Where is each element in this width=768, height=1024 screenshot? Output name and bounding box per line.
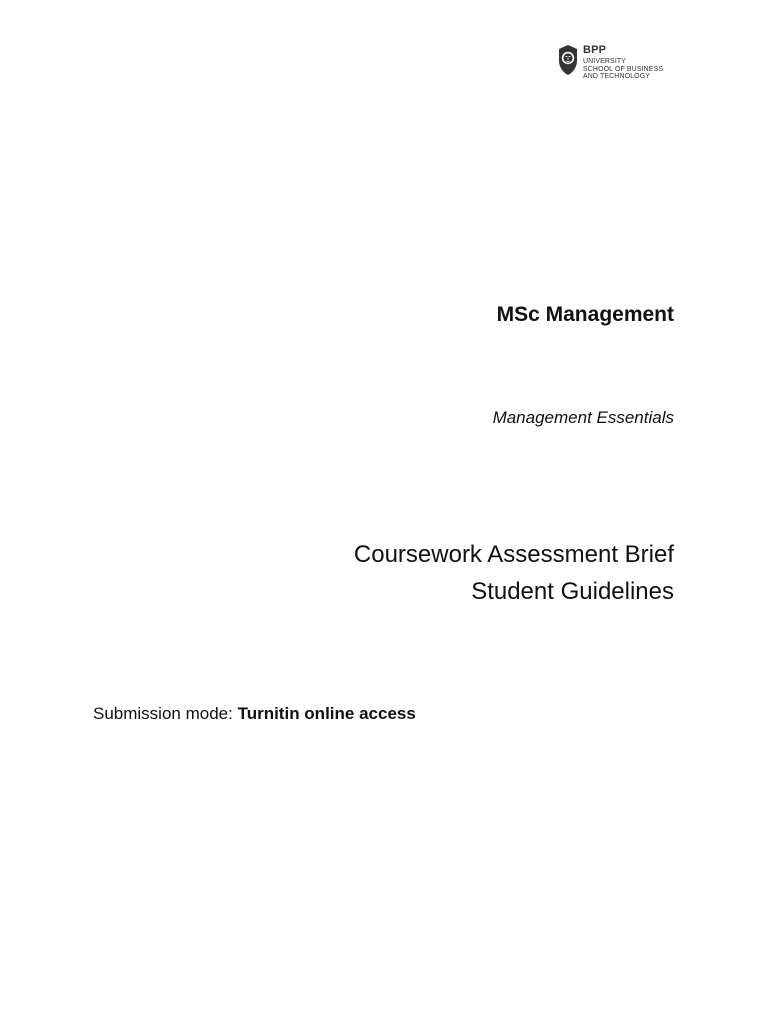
logo-line-school: SCHOOL OF BUSINESS — [583, 65, 664, 73]
lion-shield-icon — [557, 44, 579, 76]
program-title: MSc Management — [496, 303, 674, 326]
submission-value: Turnitin online access — [237, 704, 416, 723]
logo-line-university: UNIVERSITY — [583, 58, 627, 65]
submission-label: Submission mode: — [93, 704, 238, 723]
module-title: Management Essentials — [492, 408, 674, 427]
submission-mode — [93, 704, 416, 724]
brief-title-line-2: Student Guidelines — [471, 578, 674, 605]
logo-brand: BPP — [583, 44, 607, 56]
brief-title-line-1: Coursework Assessment Brief — [353, 541, 674, 568]
brief-title — [354, 536, 674, 610]
university-logo — [557, 44, 663, 81]
logo-line-technology: AND TECHNOLOGY — [583, 73, 651, 80]
